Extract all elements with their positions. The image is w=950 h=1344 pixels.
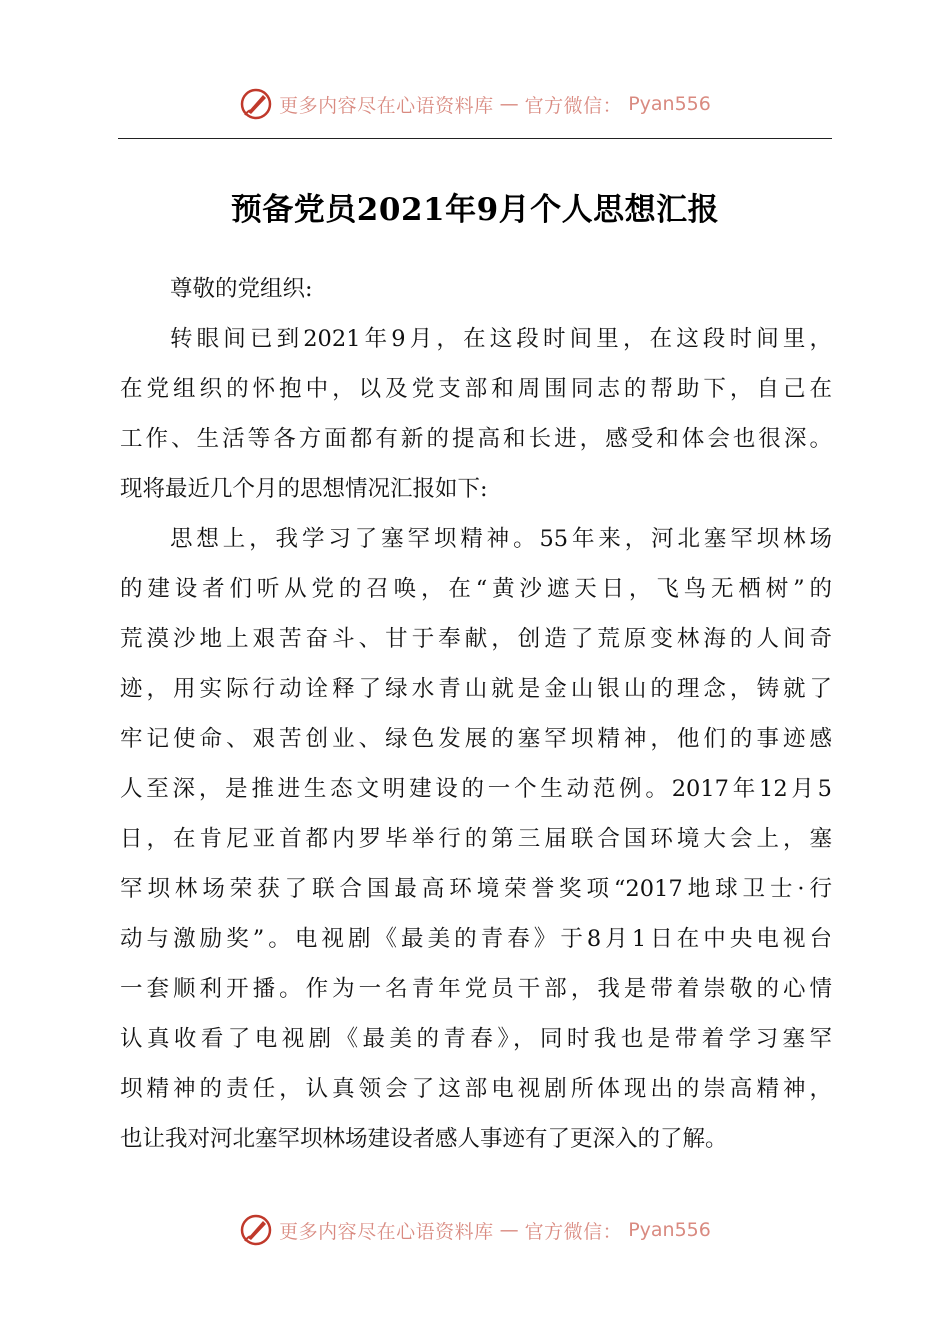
paragraph-line: 牢记使命、艰苦创业、绿色发展的塞罕坝精神，他们的事迹感 bbox=[120, 726, 832, 752]
paragraph-line: 日，在肯尼亚首都内罗毕举行的第三届联合国环境大会上，塞 bbox=[120, 826, 832, 852]
paragraph-line: 工作、生活等各方面都有新的提高和长进，感受和体会也很深。 bbox=[120, 426, 832, 452]
document-title: 预备党员2021年9月个人思想汇报 bbox=[230, 192, 720, 228]
paragraph-line: 现将最近几个月的思想情况汇报如下: bbox=[120, 476, 488, 502]
watermark-wechat-label: 官方微信： bbox=[524, 94, 623, 117]
document-body bbox=[120, 264, 832, 1164]
paragraph-line: 迹，用实际行动诠释了绿水青山就是金山银山的理念，铸就了 bbox=[120, 676, 832, 702]
paragraph-line: 也让我对河北塞罕坝林场建设者感人事迹有了更深入的了解。 bbox=[120, 1126, 728, 1152]
paragraph-line: 的建设者们听从党的召唤，在“黄沙遮天日，飞鸟无栖树”的 bbox=[120, 576, 832, 602]
salutation: 尊敬的党组织: bbox=[170, 276, 313, 302]
paragraph-line: 坝精神的责任，认真领会了这部电视剧所体现出的崇高精神， bbox=[120, 1076, 832, 1102]
pen-logo-icon bbox=[239, 87, 273, 121]
watermark-wechat-id: Pyan556 bbox=[628, 93, 711, 115]
watermark-text: 更多内容尽在心语资料库 bbox=[279, 94, 494, 117]
paragraph-line: 认真收看了电视剧《最美的青春》，同时我也是带着学习塞罕 bbox=[120, 1026, 832, 1052]
paragraph-line: 在党组织的怀抱中，以及党支部和周围同志的帮助下，自己在 bbox=[120, 376, 832, 402]
paragraph-line: 动与激励奖”。电视剧《最美的青春》于8月1日在中央电视台 bbox=[120, 926, 832, 952]
watermark-wechat-label: 官方微信： bbox=[524, 1220, 623, 1243]
paragraph-line: 转眼间已到2021年9月，在这段时间里，在这段时间里， bbox=[170, 326, 832, 352]
paragraph-line: 一套顺利开播。作为一名青年党员干部，我是带着崇敬的心情 bbox=[120, 976, 832, 1002]
pen-logo-icon bbox=[239, 1213, 273, 1247]
header-watermark bbox=[0, 84, 950, 124]
header-divider bbox=[118, 138, 832, 139]
paragraph-line: 荒漠沙地上艰苦奋斗、甘于奉献，创造了荒原变林海的人间奇 bbox=[120, 626, 832, 652]
footer-watermark bbox=[0, 1210, 950, 1250]
paragraph-line: 人至深，是推进生态文明建设的一个生动范例。2017年12月5 bbox=[120, 776, 832, 802]
watermark-separator: — bbox=[499, 1219, 519, 1241]
paragraph-line: 罕坝林场荣获了联合国最高环境荣誉奖项“2017地球卫士·行 bbox=[120, 876, 832, 902]
watermark-wechat-id: Pyan556 bbox=[628, 1219, 711, 1241]
watermark-text: 更多内容尽在心语资料库 bbox=[279, 1220, 494, 1243]
paragraph-line: 思想上，我学习了塞罕坝精神。55年来，河北塞罕坝林场 bbox=[170, 526, 832, 552]
watermark-separator: — bbox=[499, 93, 519, 115]
